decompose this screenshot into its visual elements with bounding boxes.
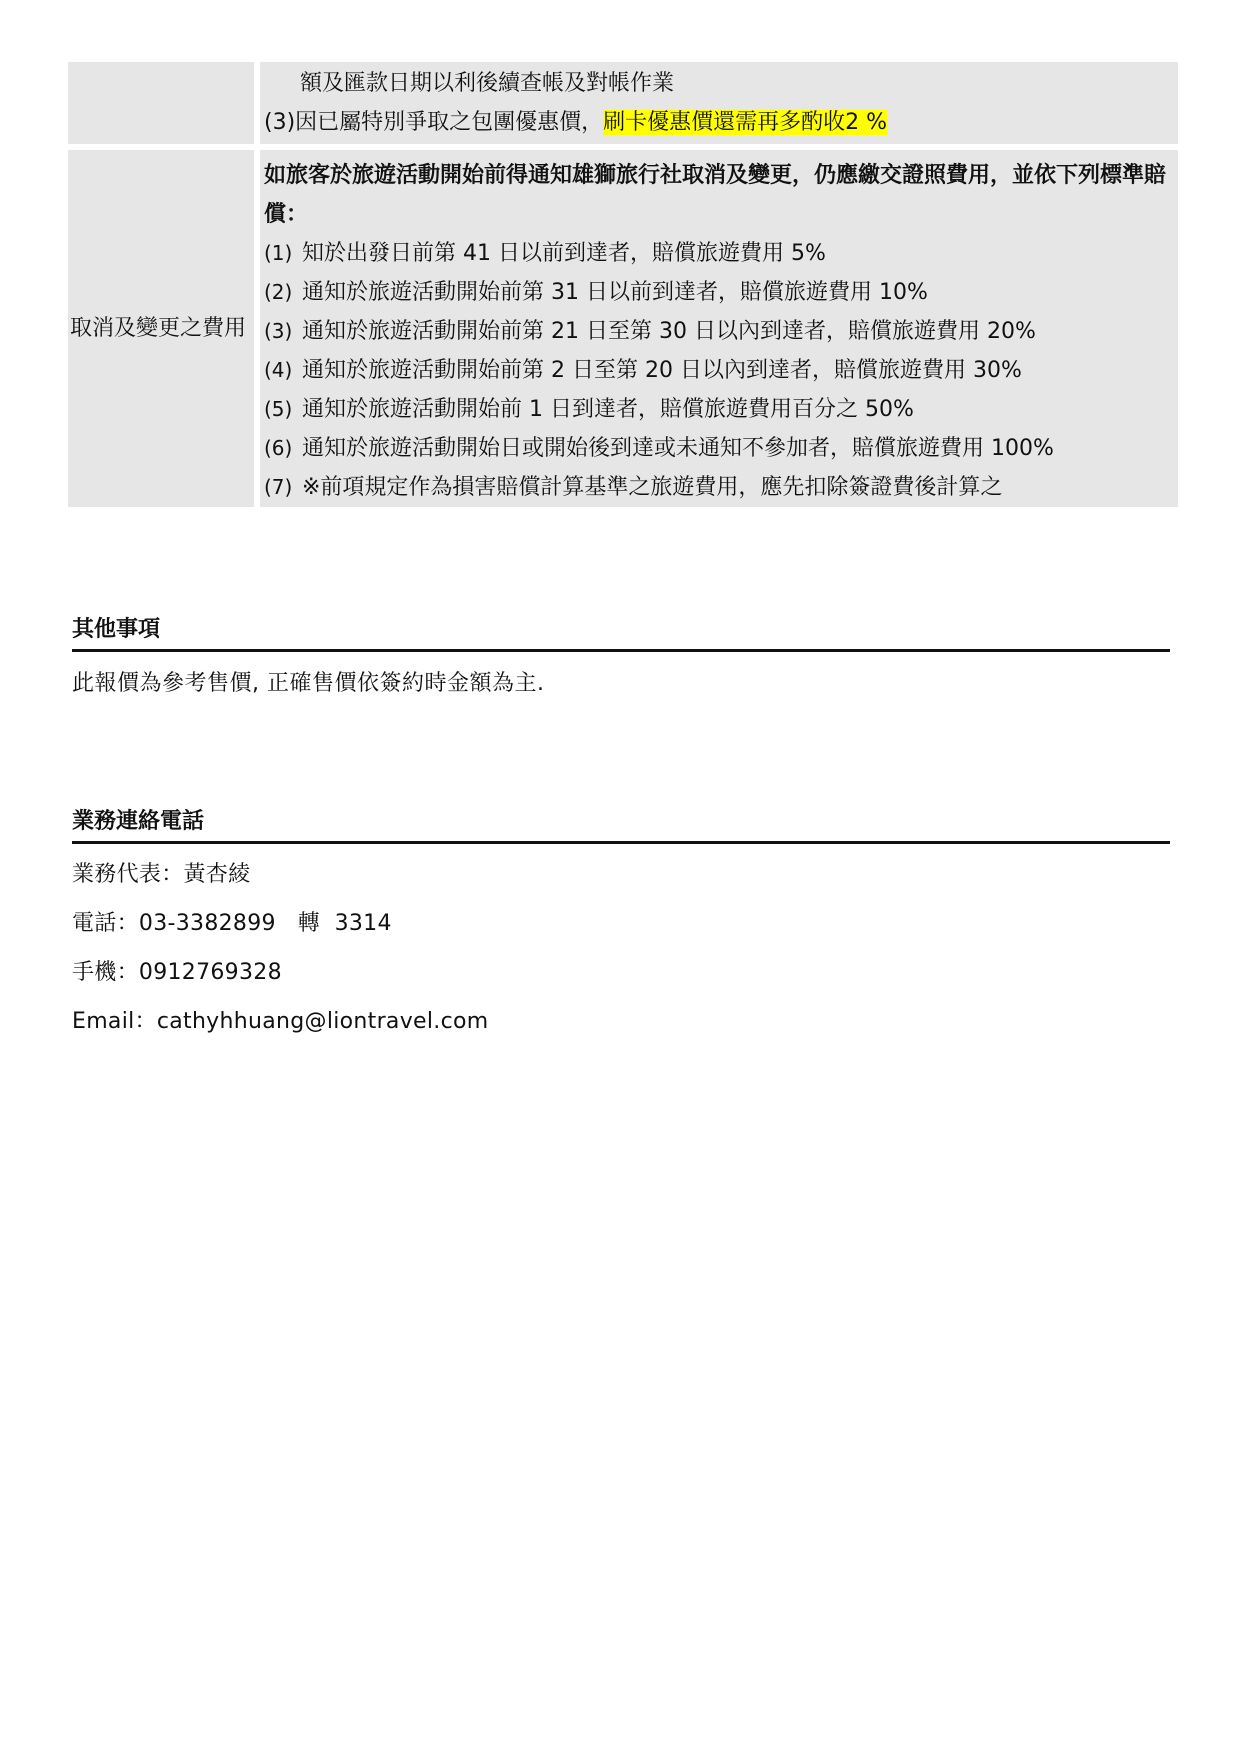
price-note: 此報價為參考售價, 正確售價依簽約時金額為主. (72, 671, 545, 696)
table-row (68, 62, 1178, 144)
item-text: 通知於旅遊活動開始前第 21 日至第 30 日以內到達者，賠償旅遊費用 20% (302, 319, 1036, 344)
item-number: (6) (264, 436, 293, 460)
list-item (264, 351, 1178, 390)
credit-card-note (264, 103, 1178, 142)
section-title: 業務連絡電話 (72, 804, 1170, 844)
list-item (264, 390, 1178, 429)
mobile-number: 手機：0912769328 (72, 960, 282, 985)
continued-line: 額及匯款日期以利後續查帳及對帳作業 (300, 71, 675, 96)
email-address: Email：cathyhhuang@liontravel.com (72, 1009, 489, 1034)
item-number: (7) (264, 475, 293, 499)
contact-details (72, 850, 1170, 1046)
table-row (68, 150, 1178, 507)
section-title: 其他事項 (72, 612, 1170, 652)
list-item (264, 312, 1178, 351)
other-section (72, 612, 1170, 697)
list-item (264, 234, 1178, 273)
item-text: 通知於旅遊活動開始前第 2 日至第 20 日以內到達者，賠償旅遊費用 30% (302, 358, 1022, 383)
cancellation-policy (260, 150, 1178, 507)
item-number: (1) (264, 241, 293, 265)
item-text: 通知於旅遊活動開始前第 31 日以前到達者，賠償旅遊費用 10% (302, 280, 928, 305)
sales-rep: 業務代表：黃杏綾 (72, 862, 251, 887)
note-prefix: (3)因已屬特別爭取之包團優惠價， (264, 110, 604, 135)
item-text: 通知於旅遊活動開始前 1 日到達者，賠償旅遊費用百分之 50% (302, 397, 914, 422)
item-text: 知於出發日前第 41 日以前到達者，賠償旅遊費用 5% (302, 241, 826, 266)
highlighted-surcharge: 刷卡優惠價還需再多酌收2 % (603, 110, 888, 135)
policy-intro: 如旅客於旅遊活動開始前得通知雄獅旅行社取消及變更，仍應繳交證照費用，並依下列標準賠償： (264, 163, 1167, 227)
row-content (260, 62, 1178, 144)
fee-table (68, 62, 1178, 513)
item-number: (3) (264, 319, 293, 343)
item-number: (4) (264, 358, 293, 382)
item-number: (2) (264, 280, 293, 304)
item-text: 通知於旅遊活動開始日或開始後到達或未通知不參加者，賠償旅遊費用 100% (302, 436, 1054, 461)
list-item (264, 429, 1178, 468)
phone-number: 電話：03-3382899 轉 3314 (72, 911, 392, 936)
item-text: ※前項規定作為損害賠償計算基準之旅遊費用，應先扣除簽證費後計算之 (302, 475, 1003, 500)
item-number: (5) (264, 397, 293, 421)
contact-section (72, 804, 1170, 1046)
list-item (264, 273, 1178, 312)
row-label-cancellation: 取消及變更之費用 (68, 150, 254, 507)
list-item (264, 468, 1178, 507)
policy-items (264, 234, 1178, 507)
row-label-empty (68, 62, 254, 144)
